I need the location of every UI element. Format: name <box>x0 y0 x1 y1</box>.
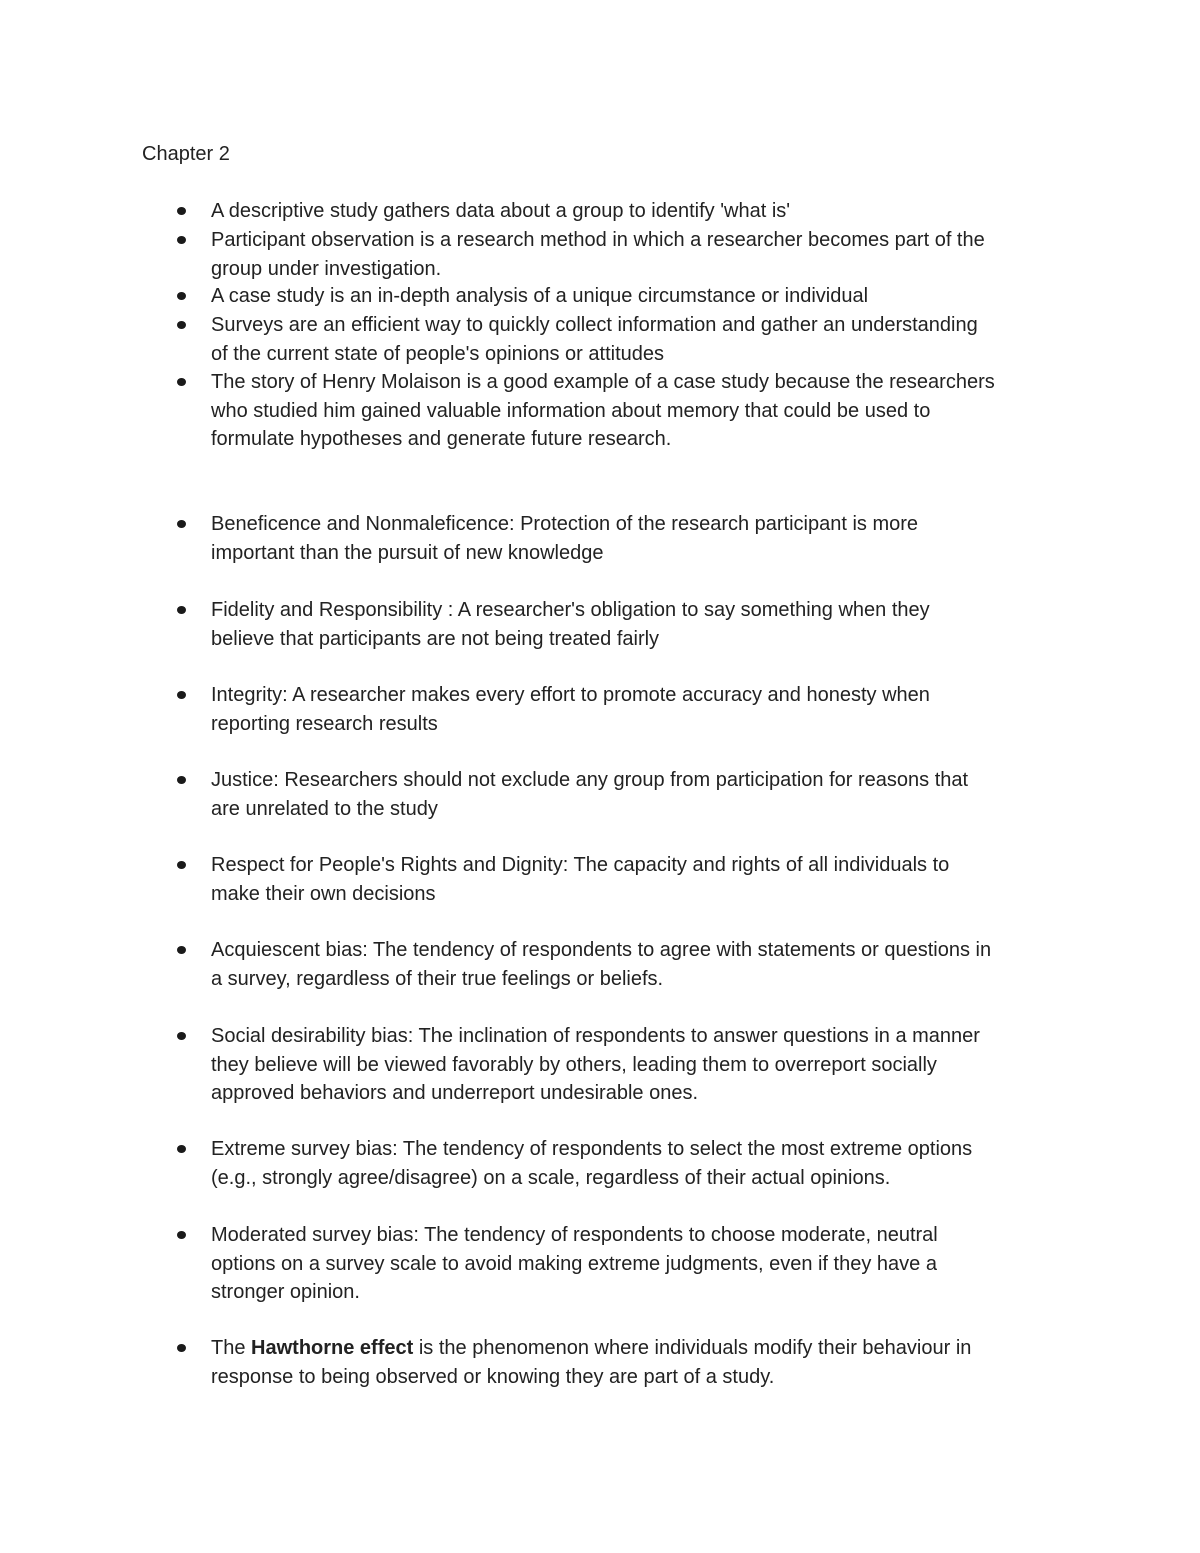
bullet-icon <box>177 236 186 244</box>
item-text: who studied him gained valuable information about memory that could be used to <box>211 399 931 422</box>
list-item <box>211 596 1071 653</box>
item-text: a survey, regardless of their true feelings or beliefs. <box>211 967 664 990</box>
list-item <box>211 311 1071 368</box>
list-item <box>211 510 1071 567</box>
item-text: (e.g., strongly agree/disagree) on a scale, regardless of their actual opinions. <box>211 1166 891 1189</box>
item-text: formulate hypotheses and generate future research. <box>211 428 672 451</box>
item-text: stronger opinion. <box>211 1281 360 1304</box>
item-text: approved behaviors and underreport undesirable ones. <box>211 1082 699 1105</box>
item-text: believe that participants are not being treated fairly <box>211 627 660 650</box>
item-text-rich <box>211 1334 1071 1363</box>
list-item <box>211 282 1071 311</box>
item-text: Moderated survey bias: The tendency of respondents to choose moderate, neutral <box>211 1224 938 1246</box>
item-text: Acquiescent bias: The tendency of respondents to agree with statements or questions in <box>211 939 992 961</box>
list-item <box>211 226 1071 283</box>
bullet-icon <box>177 606 186 614</box>
item-text: Surveys are an efficient way to quickly collect information and gather an understanding <box>211 314 978 336</box>
bullet-icon <box>177 776 186 784</box>
page-title: Chapter 2 <box>142 143 230 165</box>
item-text: reporting research results <box>211 712 438 735</box>
bullet-icon <box>177 691 186 699</box>
item-text: Respect for People's Rights and Dignity: The capacity and rights of all individuals to <box>211 854 950 876</box>
item-text-before: The <box>211 1337 252 1359</box>
bullet-icon <box>177 861 186 869</box>
bullet-icon <box>177 520 186 528</box>
item-text: The story of Henry Molaison is a good example of a case study because the researchers <box>211 371 995 393</box>
item-text: Fidelity and Responsibility : A researcher's obligation to say something when they <box>211 599 930 621</box>
item-text: they believe will be viewed favorably by others, leading them to overreport socially <box>211 1053 937 1076</box>
item-text: important than the pursuit of new knowledge <box>211 541 604 564</box>
bullet-icon <box>177 1231 186 1239</box>
item-text-after: is the phenomenon where individuals modify their behaviour in <box>413 1337 972 1359</box>
bullet-icon <box>177 946 186 954</box>
bullet-icon <box>177 292 186 300</box>
item-text: Social desirability bias: The inclination of respondents to answer questions in a manner <box>211 1025 980 1047</box>
item-text: Justice: Researchers should not exclude any group from participation for reasons that <box>211 769 969 791</box>
bullet-icon <box>177 321 186 329</box>
item-text: are unrelated to the study <box>211 797 438 820</box>
item-text: make their own decisions <box>211 882 436 905</box>
list-item <box>211 766 1071 823</box>
bullet-icon <box>177 207 186 215</box>
list-item <box>211 936 1071 993</box>
bullet-icon <box>177 1344 186 1352</box>
item-text: group under investigation. <box>211 257 442 280</box>
list-item <box>211 1221 1071 1307</box>
item-text: Participant observation is a research method in which a researcher becomes part of the <box>211 229 985 251</box>
bullet-icon <box>177 1032 186 1040</box>
item-text: response to being observed or knowing they are part of a study. <box>211 1365 775 1388</box>
item-text: Extreme survey bias: The tendency of respondents to select the most extreme options <box>211 1138 973 1160</box>
list-item <box>211 851 1071 908</box>
item-text: Beneficence and Nonmaleficence: Protection of the research participant is more <box>211 513 919 535</box>
item-text: options on a survey scale to avoid making extreme judgments, even if they have a <box>211 1252 937 1275</box>
item-text: of the current state of people's opinions or attitudes <box>211 342 664 365</box>
bold-term: Hawthorne effect <box>251 1337 414 1359</box>
list-item <box>211 368 1071 454</box>
item-text: A descriptive study gathers data about a group to identify 'what is' <box>211 200 791 222</box>
list-item <box>211 1022 1071 1108</box>
list-item <box>211 1135 1071 1192</box>
item-text: A case study is an in-depth analysis of a unique circumstance or individual <box>211 285 869 307</box>
list-item <box>211 1334 1071 1391</box>
item-text: Integrity: A researcher makes every effort to promote accuracy and honesty when <box>211 684 930 706</box>
bullet-icon <box>177 1145 186 1153</box>
list-item <box>211 681 1071 738</box>
bullet-icon <box>177 378 186 386</box>
list-item <box>211 197 1071 226</box>
